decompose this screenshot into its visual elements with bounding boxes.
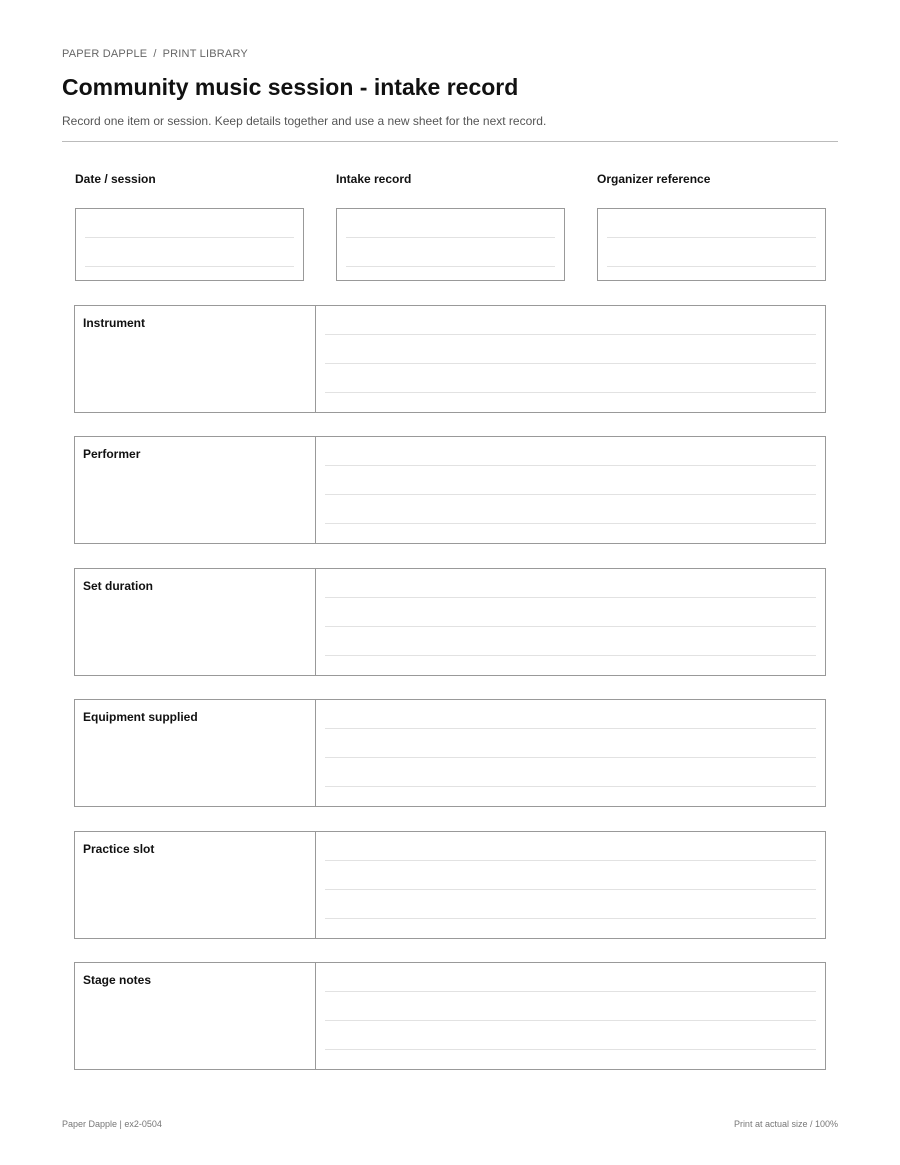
writing-line [325,655,816,656]
writing-line [607,266,816,267]
field-intake-record [336,172,565,281]
field-label: Intake record [336,172,412,186]
writing-line [325,918,816,919]
writing-line [325,728,816,729]
writing-line [346,266,555,267]
breadcrumb-brand: PAPER DAPPLE [62,48,148,60]
writing-line [325,392,816,393]
writing-line [325,465,816,466]
writing-line [325,786,816,787]
writing-line [325,494,816,495]
writing-line [325,889,816,890]
write-area[interactable] [316,963,825,1069]
writing-line [85,237,294,238]
footer-print-note: Print at actual size / 100% [733,1119,838,1129]
breadcrumb-separator: / [153,48,157,60]
row-label: Set duration [75,569,316,675]
field-organizer-reference [597,172,826,281]
row-label: Stage notes [75,963,316,1069]
writing-line [325,363,816,364]
writing-line [325,1049,816,1050]
writing-line [325,757,816,758]
row-label: Instrument [75,306,316,412]
write-box[interactable] [75,208,304,281]
write-area[interactable] [316,700,825,806]
writing-line [607,237,816,238]
writing-line [85,266,294,267]
field-label: Organizer reference [597,172,711,186]
write-area[interactable] [316,569,825,675]
writing-line [325,860,816,861]
row-equipment-supplied [74,699,826,807]
row-practice-slot [74,831,826,939]
footer-reference: Paper Dapple | ex2-0504 [62,1119,162,1129]
row-stage-notes [74,962,826,1070]
write-area[interactable] [316,306,825,412]
row-label: Practice slot [75,832,316,938]
writing-line [325,626,816,627]
writing-line [346,237,555,238]
writing-line [325,597,816,598]
field-label: Date / session [75,172,156,186]
writing-line [325,991,816,992]
breadcrumb-section: PRINT LIBRARY [162,48,248,60]
write-area[interactable] [316,437,825,543]
write-box[interactable] [336,208,565,281]
page-title: Community music session - intake record [62,74,519,100]
header-divider [62,141,838,142]
row-instrument [74,305,826,413]
writing-line [325,334,816,335]
writing-line [325,523,816,524]
write-area[interactable] [316,832,825,938]
page-subtitle: Record one item or session. Keep details together and use a new sheet for the next record. [62,114,547,128]
writing-line [325,1020,816,1021]
row-performer [74,436,826,544]
breadcrumb [62,48,248,60]
write-box[interactable] [597,208,826,281]
field-date-session [75,172,304,281]
row-label: Performer [75,437,316,543]
row-label: Equipment supplied [75,700,316,806]
row-set-duration [74,568,826,676]
